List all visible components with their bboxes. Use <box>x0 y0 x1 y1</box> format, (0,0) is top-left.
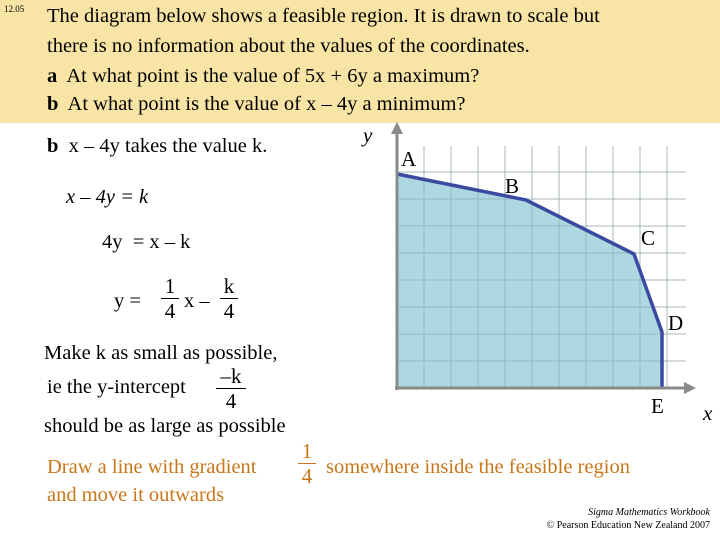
working-intro-letter: b <box>47 135 59 157</box>
working-intro-text: x – 4y takes the value k. <box>68 135 268 157</box>
intercept-den: 4 <box>225 389 237 413</box>
eq3-frac2-num: k <box>223 274 235 298</box>
part-a-text: At what point is the value of 5x + 6y a maximum? <box>66 65 480 87</box>
question-line-1: The diagram below shows a feasible region. It is drawn to scale but <box>47 5 600 27</box>
eq3-frac1-den: 4 <box>164 299 176 323</box>
eq2-right: = x – k <box>132 231 191 253</box>
large-as-possible: should be as large as possible <box>44 415 286 437</box>
y-axis-label: y <box>363 123 373 147</box>
intercept-num: –k <box>220 364 242 388</box>
part-b-text: At what point is the value of x – 4y a minimum? <box>67 93 466 115</box>
x-axis-arrow <box>684 382 696 394</box>
point-label-e: E <box>651 394 664 418</box>
equation-3-mid: x – <box>184 290 210 312</box>
point-label-d: D <box>668 311 684 335</box>
footer-copyright: © Pearson Education New Zealand 2007 <box>546 520 710 531</box>
point-label-c: C <box>641 226 656 250</box>
part-a-letter: a <box>47 65 58 87</box>
instruction-frac-num: 1 <box>301 439 313 463</box>
point-label-a: A <box>401 147 417 171</box>
eq3-frac2-den: 4 <box>223 299 235 323</box>
question-line-2: there is no information about the values of the coordinates. <box>47 35 530 57</box>
point-label-b: B <box>505 174 520 198</box>
eq2-left: 4y <box>102 231 123 253</box>
footer-title: Sigma Mathematics Workbook <box>588 507 710 518</box>
equation-1: x – 4y = k <box>66 186 149 208</box>
equation-3-lhs: y = <box>114 290 141 312</box>
x-axis-label: x <box>703 401 713 425</box>
make-k-small: Make k as small as possible, <box>44 342 278 364</box>
instruction-suffix: somewhere inside the feasible region <box>326 456 630 478</box>
eq3-frac1-num: 1 <box>164 274 176 298</box>
part-b-letter: b <box>47 93 59 115</box>
instruction-line-2: and move it outwards <box>47 484 225 506</box>
intercept-prefix: ie the y-intercept <box>47 376 186 398</box>
instruction-prefix: Draw a line with gradient <box>47 456 257 478</box>
instruction-frac-den: 4 <box>301 464 313 488</box>
section-number: 12.05 <box>4 4 25 14</box>
feasible-region <box>397 174 662 388</box>
y-axis-arrow <box>391 122 403 134</box>
